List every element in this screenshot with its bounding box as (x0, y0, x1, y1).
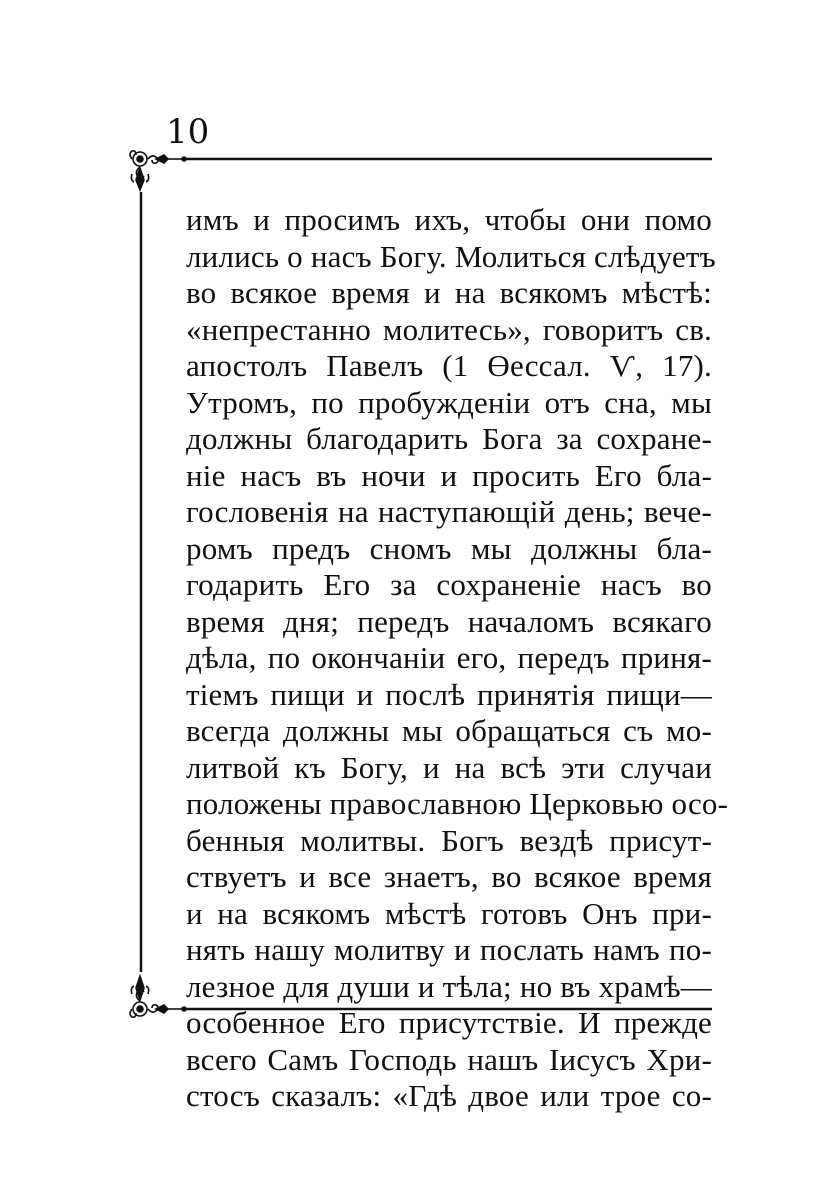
text-line: апостолъ Павелъ (1 Өессал. Ѵ, 17). (186, 348, 712, 383)
text-line: стосъ сказалъ: «Гдѣ двое или трое со- (186, 1078, 712, 1113)
text-line: литвой къ Богу, и на всѣ эти случаи (186, 749, 712, 785)
text-line: ромъ предъ сномъ мы должны бла- (186, 530, 712, 566)
text-line: всего Самъ Господь нашъ Іисусъ Хри- (186, 1041, 712, 1077)
text-line: и на всякомъ мѣстѣ готовъ Онъ при- (186, 895, 712, 931)
text-line: должны благодарить Бога за сохране- (186, 421, 712, 456)
text-line: время дня; передъ началомъ всякаго (186, 603, 712, 639)
text-line: тіемъ пищи и послѣ принятія пищи— (186, 676, 712, 712)
text-line: «непрестанно молитесь», говоритъ св. (186, 311, 712, 347)
text-line: ніе насъ въ ночи и просить Его бла- (186, 457, 712, 493)
text-line: дѣла, по окончаніи его, передъ приня- (186, 640, 712, 675)
text-line: гословенія на наступающій день; вече- (186, 494, 712, 529)
text-line: лезное для души и тѣла; но въ храмѣ— (186, 968, 712, 1004)
body-text (186, 202, 729, 1115)
bottom-left-flourish-icon (130, 976, 186, 1017)
text-line: бенныя молитвы. Богъ вездѣ присут- (186, 822, 712, 858)
text-line: положены православною Церковью осо- (186, 786, 729, 821)
text-line: нять нашу молитву и послать намъ по- (186, 932, 712, 967)
text-line: всегда должны мы обращаться съ мо- (186, 713, 712, 748)
top-left-flourish-icon (130, 151, 186, 190)
text-line: во всякое время и на всякомъ мѣстѣ: (186, 275, 712, 310)
page-number: 10 (166, 112, 210, 152)
text-line: годарить Его за сохраненіе насъ во (186, 567, 712, 602)
text-line: имъ и просимъ ихъ, чтобы они помо (186, 202, 712, 237)
text-line: ствуетъ и все знаетъ, во всякое время (186, 859, 712, 894)
text-line: лились о насъ Богу. Молиться слѣдуетъ (186, 238, 716, 274)
text-line: Утромъ, по пробужденіи отъ сна, мы (186, 384, 712, 420)
text-line: особенное Его присутствіе. И прежде (186, 1005, 712, 1040)
